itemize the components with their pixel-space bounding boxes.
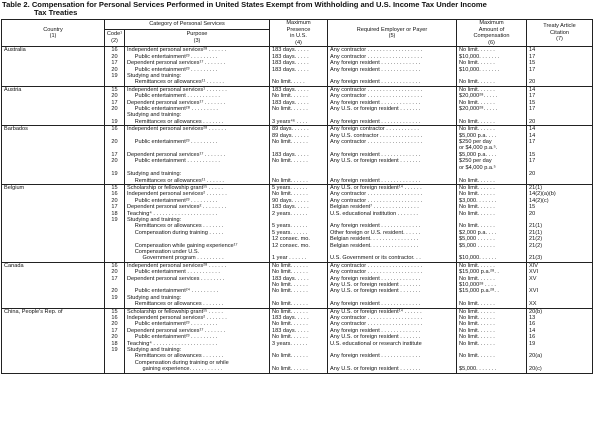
- max-amount-cell: No limit. . . . . . $15,000 p.a.²⁸. . No limit. . . . . . $10,000²⁸ . . . . $15,000 p.a.²⁸. . No limit. . . . . .: [457, 262, 527, 308]
- max-amount-cell: No limit. . . . . . $10,000. . . . . . . No limit. . . . . . $10,000. . . . . . . No limit. . . . . .: [457, 47, 527, 86]
- country-cell: Barbados: [2, 126, 105, 185]
- citation-cell: 20(b) 13 16 14 16 19 20(a) 20(c): [527, 308, 593, 373]
- max-amount-cell: No limit. . . . . . $5,000 p.a. . . . $250 per day or $4,000 p.a.⁵. $5,000 p.a. . . . $250 per day or $4,000 p.a.⁵ No limit. . . . . .: [457, 126, 527, 185]
- table-title: [2, 1, 592, 18]
- header-citation: Treaty Article Citation (7): [527, 20, 593, 47]
- max-presence-cell: 5 years. . . . . . No limit. . . . . . 90 days. . . . . . 183 days. . . . . 2 years. . . . . . 5 years. . . . . . 5 years. . . . . . 12 consec. mo. 12 consec. mo. 1 year . . . . . .: [270, 184, 328, 262]
- code-cell: 15 20 17 20 19: [105, 86, 125, 125]
- max-presence-cell: 183 days. . . . . 183 days. . . . . 183 days. . . . . 183 days. . . . . No limit. . . . .: [270, 47, 328, 86]
- header-max-amount: Maximum Amount of Compensation (6): [457, 20, 527, 47]
- citation-cell: 14 17 15 17 20: [527, 86, 593, 125]
- employer-cell: Any foreign contractor . . . . . . . . . . . Any U.S. contractor . . . . . . . . . . . . . . Any contractor . . . . . . . . . . . . . . . . . . Any foreign resident . . . . . . . . . . . . . Any U.S. or foreign resident . . . . . . . Any foreign resident . . . . . . . . . . . . .: [328, 126, 457, 185]
- max-presence-cell: 89 days. . . . . . 89 days. . . . . . No limit. . . . . . 183 days. . . . . No limit. . . . . . No limit. . . . . .: [270, 126, 328, 185]
- max-presence-cell: No limit. . . . . . No limit. . . . . . 183 days. . . . . No limit. . . . . . No limit. . . . . . No limit. . . . . .: [270, 262, 328, 308]
- header-code: Code¹ (2): [105, 29, 125, 47]
- header-row-1: [2, 20, 593, 30]
- code-cell: 16 20 17 20 19: [105, 262, 125, 308]
- table-row-barbados: [2, 126, 593, 185]
- table-row-austria: [2, 86, 593, 125]
- country-cell: Austria: [2, 86, 105, 125]
- purpose-cell: Independent personal services¹ . . . . . . . Public entertainment . . . . . . . . . . . Dependent personal services¹⁷ . . . . . . . Public entertainment²⁸ . . . . . . . . . Studying and training: Remittances or allowances . . . . . . .: [125, 86, 270, 125]
- employer-cell: Any U.S. or foreign resident¹⁴ . . . . . . Any contractor . . . . . . . . . . . . . . . . . . Any contractor . . . . . . . . . . . . . . . . . . Belgian resident⁷ . . . . . . . . . . . . . . . U.S. educational institution . . . . . . . Any foreign resident . . . . . . . . . . . . . Other foreign or U.S. resident. . . . . . Belgian resident. . . . . . . . . . . . . . . . Belgian resident. . . . . . . . . . . . . . . . U.S. Government or its contractor. . .: [328, 184, 457, 262]
- purpose-cell: Independent personal services²⁸ . . . . . . Public entertainment²³ . . . . . . . . . Dependent personal services¹⁷ . . . . . . . Public entertainment²³ . . . . . . . . . Studying and training: Remittances or allowances¹¹ . . . . . .: [125, 47, 270, 86]
- max-presence-cell: 183 days. . . . . No limit. . . . . . 183 days. . . . . No limit. . . . . . 3 years⁴⁶ . . . .: [270, 86, 328, 125]
- citation-cell: XIV XVI XV XVI XX: [527, 262, 593, 308]
- purpose-cell: Scholarship or fellowship grant¹⁵ . . . . . Independent personal services² . . . . . . . Public entertainment²³ . . . . . . . . . Dependent personal services¹⁷ . . . . . . . Public entertainment²³ . . . . . . . . . Teaching⁴ . . . . . . . . . . . . . . . . . . . . . Studying and training: Remittances or allowances . . . . . . . Compensation during training or while gaining experience. . . . . . . . . . .: [125, 308, 270, 373]
- employer-cell: Any contractor . . . . . . . . . . . . . . . . . . Any contractor . . . . . . . . . . . . . . . . . . Any foreign resident . . . . . . . . . . . . . Any U.S. or foreign resident . . . . . . . Any U.S. or foreign resident . . . . . . . Any foreign resident . . . . . . . . . . . . .: [328, 262, 457, 308]
- table-row-canada: [2, 262, 593, 308]
- citation-cell: 14 14 17 15 17 20: [527, 126, 593, 185]
- table-row-australia: [2, 47, 593, 86]
- max-amount-cell: No limit. . . . . . $20,000²⁸. . . . . No limit. . . . . . $20,000²⁸. . . . . No limit. . . . . .: [457, 86, 527, 125]
- max-amount-cell: No limit. . . . . . No limit. . . . . . No limit. . . . . . No limit. . . . . . No limit. . . . . . No limit. . . . . . No limit. . . . . . $5,000. . . . . . .: [457, 308, 527, 373]
- citation-cell: 21(1) 14(2)(a)(b) 14(2)(c) 15 20 21(1) 21(1) 21(2) 21(2) 21(3): [527, 184, 593, 262]
- table-row-china: [2, 308, 593, 373]
- code-cell: 16 20 17 20 19: [105, 47, 125, 86]
- employer-cell: Any contractor . . . . . . . . . . . . . . . . . . Any contractor . . . . . . . . . . . . . . . . . . Any foreign resident . . . . . . . . . . . . . Any U.S. or foreign resident . . . . . . . Any foreign resident . . . . . . . . . . . . .: [328, 86, 457, 125]
- employer-cell: Any contractor . . . . . . . . . . . . . . . . . . Any contractor . . . . . . . . . . . . . . . . . . Any foreign resident . . . . . . . . . . . . . Any foreign resident . . . . . . . . . . . . . Any foreign resident . . . . . . . . . . . . .: [328, 47, 457, 86]
- max-amount-cell: No limit. . . . . . No limit. . . . . . $3,000. . . . . . . No limit. . . . . . No limit. . . . . . No limit. . . . . . $2,000 p.a. . . . $5,000 . . . . . . $5,000 . . . . . . $10,000. . . . . .: [457, 184, 527, 262]
- purpose-cell: Scholarship or fellowship grant¹⁵ . . . . . Independent personal services² . . . . . . . Public entertainment²³ . . . . . . . . . Dependent personal services² . . . . . . . . Teaching⁴ . . . . . . . . . . . . . . . . . . . . . Studying and training: Remittances or allowances . . . . . . . Compensation during training . . . . . Compensation while gaining experience¹⁷ Compensation under U.S. Government program . . . . . . . . .: [125, 184, 270, 262]
- header-category-group: Category of Personal Services: [105, 20, 270, 30]
- compensation-treaty-table: [1, 19, 593, 374]
- header-purpose: Purpose (3): [125, 29, 270, 47]
- code-cell: 16 20 17 20 19: [105, 126, 125, 185]
- country-cell: Canada: [2, 262, 105, 308]
- purpose-cell: Independent personal services²⁸ . . . . . . Public entertainment . . . . . . . . . . . Dependent personal services . . . . . . . . Public entertainment²⁴ . . . . . . . . . Studying and training: Remittances or allowances . . . . . . .: [125, 262, 270, 308]
- purpose-cell: Independent personal services²⁸ . . . . . . Public entertainment²³ . . . . . . . . . Dependent personal services¹⁷ . . . . . . . Public entertainment . . . . . . . . . . . Studying and training: Remittances or allowances¹¹ . . . . . .: [125, 126, 270, 185]
- citation-cell: 14 17 15 17 20: [527, 47, 593, 86]
- employer-cell: Any U.S. or foreign resident¹⁴ . . . . . . Any contractor . . . . . . . . . . . . . . . . . . Any contractor . . . . . . . . . . . . . . . . . . Any foreign resident . . . . . . . . . . . . . Any U.S. or foreign resident . . . . . . . U.S. educational or research institute Any foreign resident . . . . . . . . . . . . . Any U.S. or foreign resident . . . . . . .: [328, 308, 457, 373]
- header-country: Country (1): [2, 20, 105, 47]
- code-cell: 15 16 20 17 20 18 19: [105, 308, 125, 373]
- header-max-presence: Maximum Presence in U.S. (4): [270, 20, 328, 47]
- country-cell: Australia: [2, 47, 105, 86]
- table-title-line-2: Tax Treaties: [34, 8, 78, 18]
- max-presence-cell: No limit. . . . . . 183 days. . . . . No limit. . . . . . 183 days. . . . . No limit. . . . . . 3 years. . . . . . No limit. . . . . . No limit. . . . . .: [270, 308, 328, 373]
- code-cell: 15 16 20 17 18 19: [105, 184, 125, 262]
- country-cell: China, People's Rep. of: [2, 308, 105, 373]
- header-employer: Required Employer or Payer (5): [328, 20, 457, 47]
- table-row-belgium: [2, 184, 593, 262]
- country-cell: Belgium: [2, 184, 105, 262]
- table-title-line-1: Table 2. Compensation for Personal Services Performed in United States Exempt from Withholding and U.S. Income Tax Under Income: [2, 0, 487, 9]
